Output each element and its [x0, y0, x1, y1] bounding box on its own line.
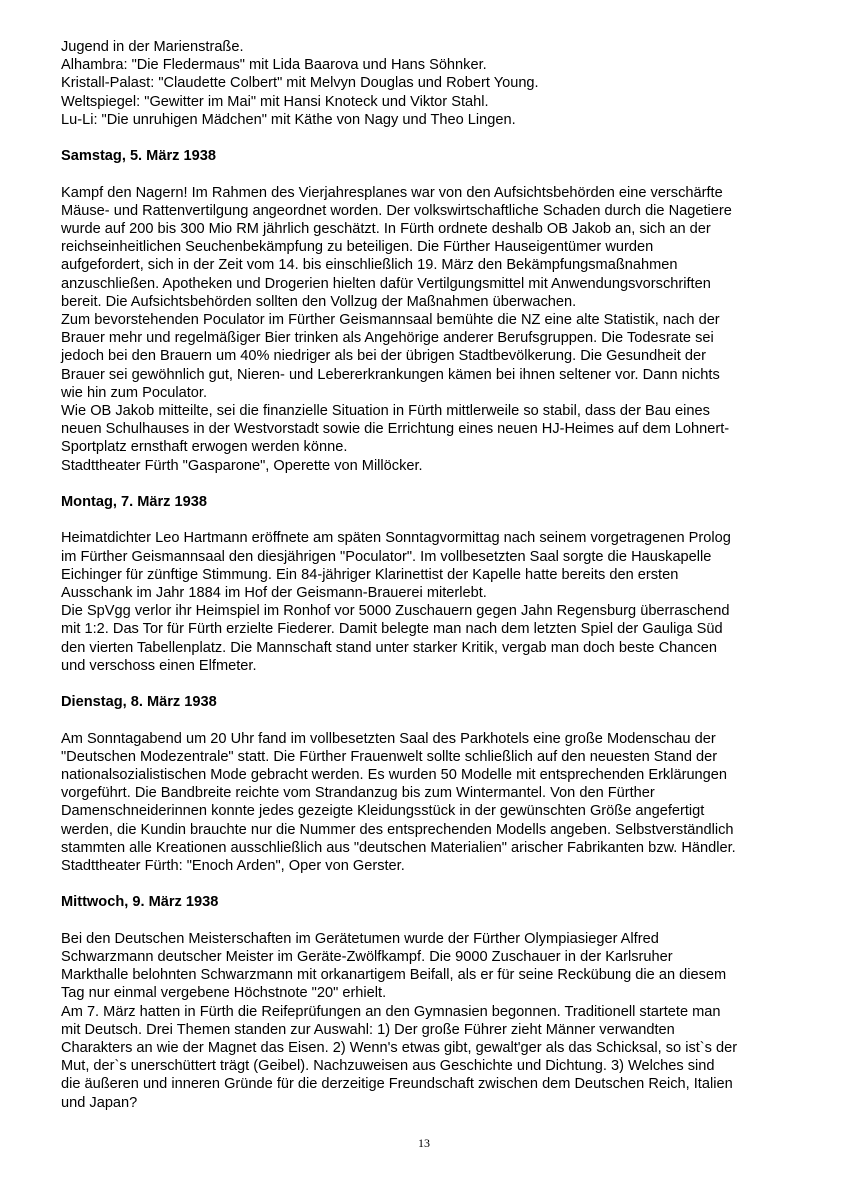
- date-heading: Montag, 7. März 1938: [61, 494, 207, 511]
- text-line: Damenschneiderinnen konnte jedes gezeigte Kleidungsstück in der gewünschten Größe angefertigt: [61, 803, 705, 820]
- date-heading: Mittwoch, 9. März 1938: [61, 894, 219, 911]
- paragraph-spacer: [61, 875, 796, 893]
- text-line: anzuschließen. Apotheken und Drogerien hielten dafür Vertilgungsmittel mit Anwendungsvorschriften: [61, 275, 711, 292]
- text-line: Weltspiegel: "Gewitter im Mai" mit Hansi Knoteck und Viktor Stahl.: [61, 93, 489, 110]
- text-line: Sportplatz ernsthaft erwogen werden könne.: [61, 439, 348, 456]
- text-line: Ausschank im Jahr 1884 im Hof der Geismann-Brauerei miterlebt.: [61, 585, 487, 602]
- text-line: Heimatdichter Leo Hartmann eröffnete am späten Sonntagvormittag nach seinem vorgetragenen Prolog: [61, 530, 731, 547]
- paragraph: [61, 930, 796, 1112]
- text-line: Bei den Deutschen Meisterschaften im Gerätetumen wurde der Fürther Olympiasieger Alfred: [61, 930, 659, 947]
- text-line: neuen Schulhauses in der Westvorstadt sowie die Errichtung eines neuen HJ-Heimes auf dem Lohnert-: [61, 421, 730, 438]
- text-line: aufgefordert, sich in der Zeit vom 14. bis einschließlich 19. März den Bekämpfungsmaßnahmen: [61, 257, 678, 274]
- text-line: bereit. Die Aufsichtsbehörden sollten den Vollzug der Maßnahmen überwachen.: [61, 293, 577, 310]
- text-line: und verschoss einen Elfmeter.: [61, 657, 257, 674]
- text-line: Eichinger für zünftige Stimmung. Ein 84-jähriger Klarinettist der Kapelle hatte bereits den ersten: [61, 566, 679, 583]
- text-line: Kristall-Palast: "Claudette Colbert" mit Melvyn Douglas und Robert Young.: [61, 75, 539, 92]
- text-line: wurde auf 200 bis 300 Mio RM jährlich geschätzt. In Fürth ordnete deshalb OB Jakob an, sich an der: [61, 221, 711, 237]
- text-line: Am Sonntagabend um 20 Uhr fand im vollbesetzten Saal des Parkhotels eine große Modenschau der: [61, 730, 716, 747]
- text-line: Wie OB Jakob mitteilte, sei die finanzielle Situation in Fürth mittlerweile so stabil, dass der Bau eines: [61, 403, 710, 420]
- text-line: nationalsozialistischen Mode gebracht werden. Es wurden 50 Modelle mit entsprechenden Erklärungen: [61, 767, 728, 784]
- page-number: 13: [418, 1136, 430, 1150]
- text-line: wie hin zum Poculator.: [61, 384, 208, 401]
- paragraph-spacer: [61, 511, 796, 529]
- text-line: "Deutschen Modezentrale" statt. Die Fürther Frauenwelt sollte schließlich auf den neuesten Stand der: [61, 748, 718, 765]
- text-line: Tag nur einmal vergebene Höchstnote "20" erhielt.: [61, 985, 387, 1002]
- text-line: mit Deutsch. Drei Themen standen zur Auswahl: 1) Der große Führer zieht Männer verwandten: [61, 1021, 675, 1038]
- text-line: mit 1:2. Das Tor für Fürth erzielte Fiederer. Damit belegte man nach dem letzten Spiel der Gauliga Süd: [61, 621, 723, 638]
- text-line: Zum bevorstehenden Poculator im Fürther Geismannsaal bemühte die NZ eine alte Statistik, nach der: [61, 312, 720, 329]
- text-line: und Japan?: [61, 1094, 138, 1111]
- paragraph: [61, 529, 796, 675]
- text-line: Schwarzmann deutscher Meister im Geräte-Zwölfkampf. Die 9000 Zuschauer in der Karlsruher: [61, 949, 673, 966]
- text-line: den vierten Tabellenplatz. Die Mannschaft stand unter starker Kritik, vergab man doch beste Chancen: [61, 639, 718, 656]
- text-line: im Fürther Geismannsaal den diesjährigen "Poculator". Im vollbesetzten Saal sorgte die Hauskapelle: [61, 548, 712, 565]
- text-line: Kampf den Nagern! Im Rahmen des Vierjahresplanes war von den Aufsichtsbehörden eine verschärfte: [61, 184, 723, 201]
- date-heading: Dienstag, 8. März 1938: [61, 694, 217, 711]
- paragraph: [61, 38, 796, 129]
- text-line: Alhambra: "Die Fledermaus" mit Lida Baarova und Hans Söhnker.: [61, 57, 487, 74]
- text-line: Am 7. März hatten in Fürth die Reifeprüfungen an den Gymnasien begonnen. Traditionell startete man: [61, 1003, 721, 1020]
- paragraph-spacer: [61, 711, 796, 729]
- text-line: Die SpVgg verlor ihr Heimspiel im Ronhof vor 5000 Zuschauern gegen Jahn Regensburg überraschend: [61, 603, 730, 620]
- paragraph-spacer: [61, 165, 796, 183]
- paragraph-spacer: [61, 912, 796, 930]
- text-line: Stadttheater Fürth: "Enoch Arden", Oper von Gerster.: [61, 858, 405, 875]
- paragraph-spacer: [61, 475, 796, 493]
- text-line: vorgeführt. Die Bandbreite reichte vom Strandanzug bis zum Wintermantel. Von den Fürther: [61, 785, 655, 802]
- paragraph-spacer: [61, 129, 796, 147]
- text-line: Markthalle belohnten Schwarzmann mit orkanartigem Beifall, als er für seine Reckübung die an diesem: [61, 967, 727, 984]
- text-line: Brauer sei gewöhnlich gut, Nieren- und Lebererkrankungen kämen bei ihnen seltener vor. Dann nichts: [61, 366, 720, 383]
- text-line: Mäuse- und Rattenvertilgung angeordnet worden. Der volkswirtschaftliche Schaden durch die Nagetiere: [61, 202, 732, 219]
- document-page: [61, 38, 796, 1112]
- paragraph: [61, 730, 796, 876]
- text-line: Jugend in der Marienstraße.: [61, 39, 244, 55]
- text-line: Stadttheater Fürth "Gasparone", Operette von Millöcker.: [61, 457, 423, 474]
- paragraph-spacer: [61, 675, 796, 693]
- date-heading: Samstag, 5. März 1938: [61, 148, 216, 165]
- text-line: jedoch bei den Brauern um 40% niedriger als bei der übrigen Stadtbevölkerung. Die Gesundheit der: [61, 348, 706, 365]
- text-line: die äußeren und inneren Gründe für die derzeitige Freundschaft zwischen dem Deutschen Reich, Italien: [61, 1076, 733, 1093]
- paragraph: [61, 184, 796, 475]
- text-line: Charakters an wie der Magnet das Eisen. 2) Wenn's etwas gibt, gewalt'ger als das Schicksal, so ist`s der: [61, 1040, 738, 1057]
- text-line: Mut, der`s unerschüttert trägt (Geibel). Nachzuweisen aus Geschichte und Dichtung. 3) Welches sind: [61, 1058, 715, 1075]
- text-line: werden, die Kundin brauchte nur die Nummer des entsprechenden Modells angeben. Selbstverständlich: [61, 821, 734, 838]
- text-line: reichseinheitlichen Seuchenbekämpfung zu beteiligen. Die Fürther Hauseigentümer wurden: [61, 239, 654, 256]
- text-line: stammten alle Kreationen ausschließlich aus "deutschen Materialien" arischer Fabrikanten bzw. Händler.: [61, 839, 736, 856]
- text-line: Brauer mehr und regelmäßiger Bier trinken als Angehörige anderer Berufsgruppen. Die Todesrate sei: [61, 330, 714, 347]
- text-line: Lu-Li: "Die unruhigen Mädchen" mit Käthe von Nagy und Theo Lingen.: [61, 111, 516, 128]
